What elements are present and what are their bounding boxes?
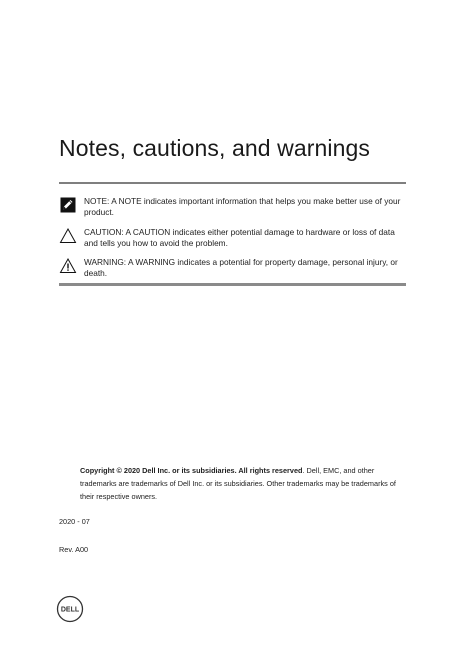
bottom-divider xyxy=(59,283,406,286)
copyright-bold-text: Copyright © 2020 Dell Inc. or its subsidiaries. All rights reserved xyxy=(80,466,303,475)
top-divider xyxy=(59,182,406,184)
note-pencil-icon xyxy=(59,196,77,214)
warning-text: WARNING: A WARNING indicates a potential for property damage, personal injury, or death. xyxy=(84,257,398,278)
publication-date: 2020 - 07 xyxy=(59,517,90,526)
note-text: NOTE: A NOTE indicates important information that helps you make better use of your product. xyxy=(84,196,401,217)
caution-triangle-icon xyxy=(59,227,77,245)
page-title: Notes, cautions, and warnings xyxy=(59,135,371,161)
dell-logo-icon xyxy=(56,595,84,623)
warning-triangle-icon xyxy=(59,257,77,275)
caution-text: CAUTION: A CAUTION indicates either potential damage to hardware or loss of data and tells you how to avoid the problem. xyxy=(84,227,395,248)
copyright-text: . Dell, EMC, and other trademarks are trademarks of Dell Inc. or its subsidiaries. Other trademarks may be trademarks of their respective owners. xyxy=(80,466,396,501)
copyright-notice xyxy=(80,464,410,503)
dell-logo-text: DELL xyxy=(60,606,80,614)
revision-number: Rev. A00 xyxy=(59,545,89,554)
